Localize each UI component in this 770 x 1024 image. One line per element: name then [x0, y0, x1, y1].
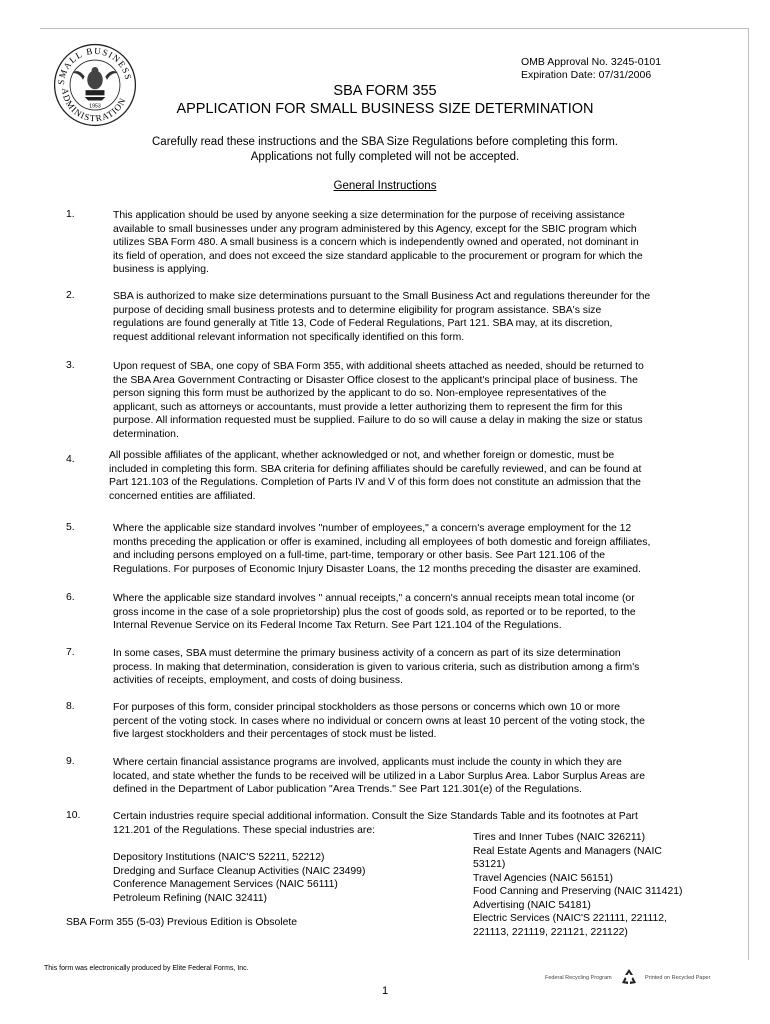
form-title: SBA FORM 355: [333, 83, 437, 99]
industry-item: Tires and Inner Tubes (NAIC 326211): [473, 832, 646, 843]
recycling-program-label: Federal Recycling Program: [545, 975, 612, 981]
instruction-line: SBA is authorized to make size determinations pursuant to the Small Business Act and regulations thereunder for the: [113, 291, 651, 302]
produced-by-note: This form was electronically produced by Elite Federal Forms, Inc.: [44, 965, 249, 972]
instruction-text: [113, 360, 703, 441]
industries-left-list: [113, 851, 365, 905]
intro-line-1: Carefully read these instructions and the SBA Size Regulations before completing this form.: [152, 136, 618, 148]
instruction-line: available to small businesses under any program administered by this Agency, except for the SBIC program which: [113, 223, 637, 235]
instruction-line: included in completing this form. SBA criteria for defining affiliates should be carefully reviewed, and can be found at: [109, 463, 642, 475]
instruction-line: five largest stockholders and their percentages of stock must be listed.: [113, 729, 437, 740]
instruction-line: Where the applicable size standard involves "number of employees," a concern's average employment for the 12: [113, 523, 632, 534]
industry-item: Travel Agencies (NAIC 56151): [473, 872, 613, 884]
instruction-line: process. In making that determination, consideration is given to various criteria, such as distribution among a firm's: [113, 661, 640, 673]
instruction-line: its field of operation, and does not exceed the size standard applicable to the procurement or program for which the: [113, 250, 643, 262]
instruction-line: purpose of deciding small business protests and to determine eligibility for program assistance. SBA's size: [113, 304, 602, 316]
industry-item: 53121): [473, 859, 506, 870]
instruction-number: 5.: [66, 522, 75, 533]
instruction-number: 3.: [66, 360, 75, 371]
instruction-text: [113, 290, 703, 344]
industry-item: Food Canning and Preserving (NAIC 311421): [473, 886, 683, 897]
instruction-line: percent of the voting stock. In cases where no individual or concern owns at least 10 percent of the voting stock, the: [113, 715, 645, 727]
instruction-line: located, and state whether the funds to be received will be utilized in a Labor Surplus Area. Labor Surplus Areas are: [113, 770, 645, 782]
instruction-line: the SBA Area Government Contracting or Disaster Office closest to the applicant's principal place of business. The: [113, 374, 638, 386]
instruction-line: 121.201 of the Regulations. These special industries are:: [113, 824, 376, 836]
instruction-line: Upon request of SBA, one copy of SBA Form 355, with additional sheets attached as needed, should be returned to: [113, 361, 644, 372]
industries-right-list: [473, 831, 708, 939]
instruction-line: defined in the Department of Labor publication "Area Trends." See Part 121.301(e) of the Regulations.: [113, 784, 582, 795]
instruction-line: and including persons employed on a full-time, part-time, temporary or other basis. See Part 121.106 of the: [113, 550, 606, 561]
instruction-number: 7.: [66, 647, 75, 658]
general-instructions-heading: General Instructions: [333, 180, 437, 192]
instruction-text: [113, 647, 703, 688]
instruction-line: person signing this form must be authorized by the applicant to do so. Non-employee representatives of the: [113, 388, 607, 399]
industry-item: Advertising (NAIC 54181): [473, 899, 591, 911]
instruction-text: [113, 756, 703, 797]
seal-bottom-text: ADMINISTRATION: [60, 87, 128, 124]
industry-item: Electric Services (NAIC'S 221111, 221112,: [473, 913, 667, 924]
instruction-number: 2.: [66, 290, 75, 301]
industry-item: Dredging and Surface Cleanup Activities (NAIC 23499): [113, 865, 366, 877]
instruction-line: determination.: [113, 428, 179, 440]
industry-item: Petroleum Refining (NAIC 32411): [113, 892, 268, 904]
instruction-line: business is applying.: [113, 264, 209, 275]
industry-item: 221113, 221119, 221121, 221122): [473, 926, 628, 938]
instruction-line: All possible affiliates of the applicant, whether acknowledged or not, and whether foreign or domestic, must be: [109, 450, 615, 461]
intro-line-2: Applications not fully completed will not be accepted.: [250, 151, 520, 163]
industry-item: Depository Institutions (NAIC'S 52211, 52212): [113, 852, 325, 863]
recycled-paper-label: Printed on Recycled Paper: [645, 975, 711, 981]
omb-approval: OMB Approval No. 3245-0101: [521, 56, 662, 68]
instruction-line: Regulations. For purposes of Economic Injury Disaster Loans, the 12 months preceding the disaster are examined.: [113, 563, 641, 575]
instruction-text: [113, 592, 703, 633]
recycling-notice: [545, 968, 745, 984]
instruction-line: This application should be used by anyone seeking a size determination for the purpose of receiving assistance: [113, 210, 625, 221]
form-edition-note: SBA Form 355 (5-03) Previous Edition is Obsolete: [66, 917, 298, 928]
instruction-line: In some cases, SBA must determine the primary business activity of a concern as part of its size determination: [113, 648, 621, 659]
instruction-line: Part 121.103 of the Regulations. Completion of Parts IV and V of this form does not constitute an admission that the: [109, 477, 641, 488]
instruction-line: purpose. All information requested must be supplied. Failure to do so will cause a delay in making the size or status: [113, 415, 643, 426]
instruction-number: 1.: [66, 209, 75, 220]
instruction-line: months preceding the application or offer is examined, including all employees of both domestic and foreign affiliates,: [113, 536, 651, 548]
instruction-number: 8.: [66, 701, 75, 712]
instruction-line: Certain industries require special additional information. Consult the Size Standards Table and its footnotes at Part: [113, 811, 638, 822]
instruction-line: request additional relevant information not specifically identified on this form.: [113, 331, 465, 343]
seal-year: 1953: [89, 103, 101, 110]
instruction-line: For purposes of this form, consider principal stockholders as those persons or concerns which own 10 or more: [113, 702, 621, 713]
industry-item: Real Estate Agents and Managers (NAIC: [473, 845, 662, 857]
industry-item: Conference Management Services (NAIC 56111): [113, 879, 338, 890]
instruction-line: Internal Revenue Service on its Federal Income Tax Return. See Part 121.104 of the Regulations.: [113, 620, 562, 631]
instruction-line: applicant, such as attorneys or accountants, must provide a letter authorizing them to represent the firm for this: [113, 401, 623, 413]
intro-text: [0, 135, 770, 165]
instruction-line: utilizes SBA Form 480. A small business is a concern which is independently owned and operated, not dominant in: [113, 237, 639, 248]
instruction-text: [113, 701, 703, 742]
instruction-line: concerned entities are affiliated.: [109, 490, 256, 502]
instruction-line: gross income in the case of a sole proprietorship) plus the cost of goods sold, as reported or to be reported, to the: [113, 606, 636, 618]
instruction-number: 6.: [66, 592, 75, 603]
instruction-line: regulations are found generally at Title 13, Code of Federal Regulations, Part 121. SBA may, at its discretion,: [113, 318, 613, 329]
instruction-line: Where certain financial assistance programs are involved, applicants must include the county in which they are: [113, 757, 622, 768]
instruction-text: [113, 522, 703, 576]
instruction-line: activities of receipts, employment, and costs of doing business.: [113, 675, 403, 686]
instruction-number: 9.: [66, 756, 75, 767]
omb-block: [521, 56, 661, 82]
instruction-text: [109, 449, 699, 503]
instruction-text: [113, 209, 703, 277]
seal-top-text: SMALL BUSINESS: [55, 45, 134, 86]
form-subtitle: APPLICATION FOR SMALL BUSINESS SIZE DETERMINATION: [176, 101, 594, 117]
instruction-line: Where the applicable size standard involves " annual receipts," a concern's annual receipts mean total income (or: [113, 593, 635, 604]
instruction-number: 10.: [66, 810, 81, 821]
page-number: 1: [381, 985, 389, 997]
omb-expiration: Expiration Date: 07/31/2006: [521, 69, 652, 81]
recycle-icon: [619, 968, 639, 986]
instruction-number: 4.: [66, 454, 75, 465]
